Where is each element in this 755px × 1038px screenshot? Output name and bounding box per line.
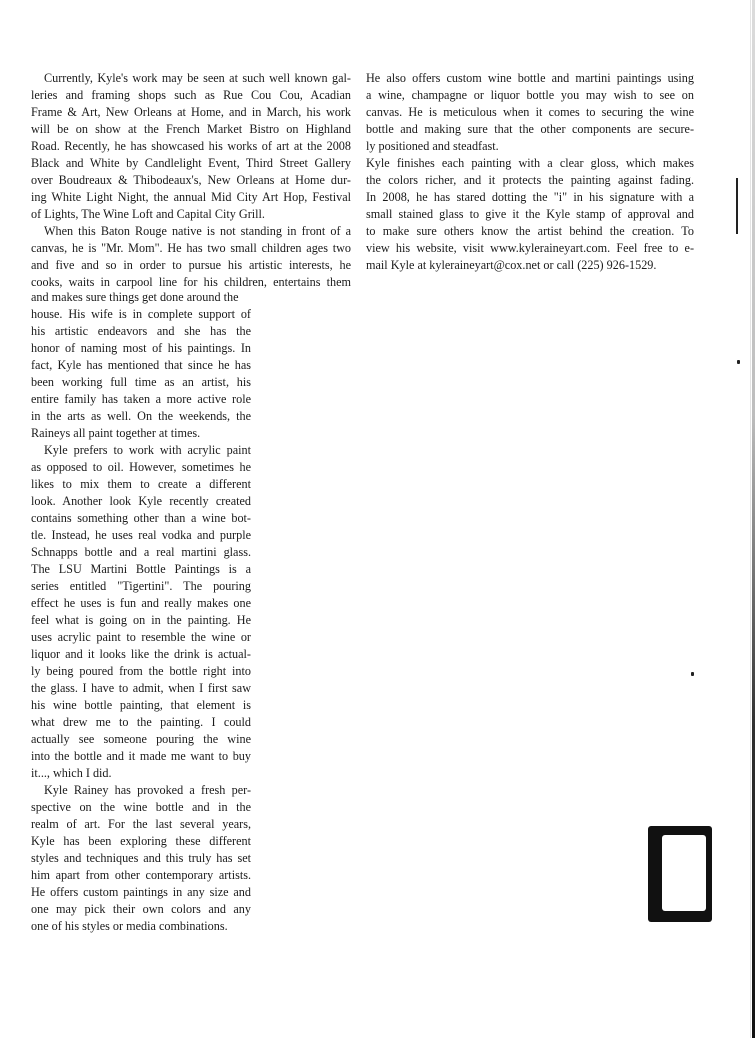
text-line: mail Kyle at kyleraineyart@cox.net or call (225) 926-1529. xyxy=(366,258,657,272)
text-line: small stained glass to give it the Kyle stamp of approval and xyxy=(366,207,694,221)
text-line: the glass. I have to admit, when I first saw xyxy=(31,681,251,695)
text-line: leries and framing shops such as Rue Cou Cou, Acadian xyxy=(31,88,351,102)
text-line: Raineys all paint together at times. xyxy=(31,426,201,440)
text-line: him apart from other contemporary artists. xyxy=(31,868,251,882)
text-line: one of his styles or media combinations. xyxy=(31,919,228,933)
text-line: When this Baton Rouge native is not standing in front of a xyxy=(44,224,351,238)
text-line: view his website, visit www.kyleraineyart.com. Feel free to e- xyxy=(366,241,694,255)
text-line: one may pick their own colors and any xyxy=(31,902,251,916)
text-line: honor of naming most of his paintings. In xyxy=(31,341,251,355)
text-line: his wine bottle painting, that element is xyxy=(31,698,251,712)
text-line: Road. Recently, he has showcased his works of art at the 2008 xyxy=(31,139,351,153)
text-line: ing White Light Night, the annual Mid City Art Hop, Festival xyxy=(31,190,351,204)
text-line: liquor and it looks like the drink is actual- xyxy=(31,647,251,661)
text-line: house. His wife is in complete support of xyxy=(31,307,251,321)
text-line: been working full time as an artist, his xyxy=(31,375,251,389)
text-line: as opposed to oil. However, sometimes he xyxy=(31,460,251,474)
text-line: will be on show at the French Market Bistro on Highland xyxy=(31,122,351,136)
text-line: styles and techniques and this truly has set xyxy=(31,851,251,865)
text-line: ly being poured from the bottle right into xyxy=(31,664,251,678)
text-line: tle. Instead, he uses real vodka and purple xyxy=(31,528,251,542)
text-line: Currently, Kyle's work may be seen at such well known gal- xyxy=(44,71,351,85)
text-line: in the arts as well. On the weekends, the xyxy=(31,409,251,423)
text-line: the colors richer, and it protects the painting against fading. xyxy=(366,173,694,187)
text-line: contains something other than a wine bot- xyxy=(31,511,251,525)
text-line: and makes sure things get done around the xyxy=(31,290,239,304)
text-line: likes to mix them to create a different xyxy=(31,477,251,491)
text-line: He also offers custom wine bottle and martini paintings using xyxy=(366,71,694,85)
text-line: series entitled "Tigertini". The pouring xyxy=(31,579,251,593)
text-line: and five and so in order to pursue his artistic interests, he xyxy=(31,258,351,272)
text-line: over Boudreaux & Thibodeaux's, New Orleans at Home dur- xyxy=(31,173,351,187)
text-line: uses acrylic paint to resemble the wine or xyxy=(31,630,251,644)
text-line: canvas, he is "Mr. Mom". He has two small children ages two xyxy=(31,241,351,255)
text-line: cooks, waits in carpool line for his children, entertains them xyxy=(31,275,351,289)
text-line: entire family has taken a more active role xyxy=(31,392,251,406)
text-line: ly positioned and steadfast. xyxy=(366,139,499,153)
text-line: The LSU Martini Bottle Paintings is a xyxy=(31,562,251,576)
text-line: to make sure others know the artist behind the creation. To xyxy=(366,224,694,238)
text-line: He offers custom paintings in any size and xyxy=(31,885,251,899)
scan-edge-line xyxy=(750,0,751,1038)
text-line: canvas. He is meticulous when it comes to securing the wine xyxy=(366,105,694,119)
text-line: feel what is going on in the painting. He xyxy=(31,613,251,627)
text-line: Black and White by Candlelight Event, Third Street Gallery xyxy=(31,156,351,170)
text-line: effect he uses is fun and really makes one xyxy=(31,596,251,610)
text-line: Kyle finishes each painting with a clear gloss, which makes xyxy=(366,156,694,170)
scan-speck xyxy=(737,360,740,364)
scan-frame-inner xyxy=(662,835,706,911)
scan-mark xyxy=(736,178,738,234)
text-line: spective on the wine bottle and in the xyxy=(31,800,251,814)
text-line: Kyle has been exploring these different xyxy=(31,834,251,848)
text-line: into the bottle and it made me want to buy xyxy=(31,749,251,763)
text-line: Kyle prefers to work with acrylic paint xyxy=(44,443,251,457)
text-line: of Lights, The Wine Loft and Capital City Grill. xyxy=(31,207,265,221)
text-line: Kyle Rainey has provoked a fresh per- xyxy=(44,783,251,797)
text-line: In 2008, he has stared dotting the "i" in his signature with a xyxy=(366,190,694,204)
text-line: his artistic endeavors and she has the xyxy=(31,324,251,338)
text-line: realm of art. For the last several years, xyxy=(31,817,251,831)
text-line: what drew me to the painting. I could xyxy=(31,715,251,729)
text-line: fact, Kyle has mentioned that since he has xyxy=(31,358,251,372)
text-line: actually see someone pouring the wine xyxy=(31,732,251,746)
text-line: bottle and making sure that the other components are secure- xyxy=(366,122,694,136)
scan-frame-mark xyxy=(648,826,712,922)
text-line: it..., which I did. xyxy=(31,766,112,780)
text-line: look. Another look Kyle recently created xyxy=(31,494,251,508)
scan-speck xyxy=(691,672,694,676)
text-line: Schnapps bottle and a real martini glass. xyxy=(31,545,251,559)
text-line: a wine, champagne or liquor bottle you may wish to see on xyxy=(366,88,694,102)
text-line: Frame & Art, New Orleans at Home, and in March, his work xyxy=(31,105,351,119)
